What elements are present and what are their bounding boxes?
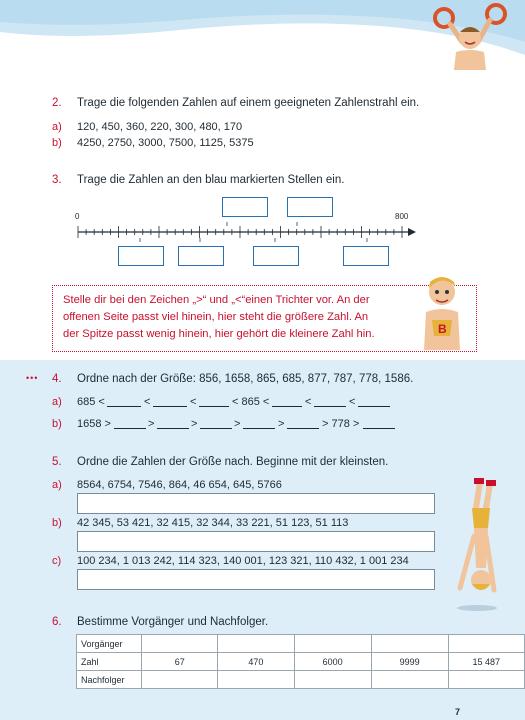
task-5c-label: c): [52, 555, 62, 567]
task-5c-answer-field[interactable]: [77, 569, 435, 590]
row-header-vorgaenger: Vorgänger: [77, 635, 142, 653]
task-3-number: 3.: [52, 174, 62, 186]
page-number: 7: [455, 707, 461, 717]
tip-line-2: offenen Seite passt viel hinein, hier steht die größere Zahl. An: [63, 311, 369, 323]
vorgaenger-cell-1[interactable]: [142, 635, 218, 653]
task-2a-numbers: 120, 450, 360, 220, 300, 480, 170: [77, 121, 243, 133]
table-row-vorgaenger: [77, 635, 525, 653]
task-4a-sign-3: <: [305, 396, 312, 408]
zahl-cell-4: 9999: [371, 653, 448, 671]
task-5-number: 5.: [52, 456, 62, 468]
task-2a-label: a): [52, 121, 62, 133]
number-line-start-label: 0: [75, 212, 80, 221]
task-4b-blank-3[interactable]: [200, 428, 232, 429]
task-4a-mid: < 865 <: [232, 396, 270, 408]
table-row-zahl: [77, 653, 525, 671]
task-4a-blank-5[interactable]: [314, 406, 346, 407]
task-4a-blank-6[interactable]: [358, 406, 390, 407]
task-2-number: 2.: [52, 97, 62, 109]
task-2-instruction: Trage die folgenden Zahlen auf einem geeigneten Zahlenstrahl ein.: [77, 97, 420, 109]
task-4a-blank-1[interactable]: [107, 406, 141, 407]
number-line-answer-box-4[interactable]: [178, 246, 224, 266]
vorgaenger-cell-5[interactable]: [448, 635, 524, 653]
task-4b-blank-5[interactable]: [287, 428, 319, 429]
task-4b-blank-6[interactable]: [363, 428, 395, 429]
task-4a-blank-2[interactable]: [153, 406, 187, 407]
task-4b-sign-1: >: [148, 418, 155, 430]
number-line-answer-box-3[interactable]: [118, 246, 164, 266]
nachfolger-cell-1[interactable]: [142, 671, 218, 689]
task-4a-sign-2: <: [190, 396, 197, 408]
number-line-answer-box-5[interactable]: [253, 246, 299, 266]
svg-text:B: B: [438, 322, 447, 336]
nachfolger-cell-5[interactable]: [448, 671, 524, 689]
zahl-cell-2: 470: [218, 653, 294, 671]
task-5a-numbers: 8564, 6754, 7546, 864, 46 654, 645, 5766: [77, 479, 282, 491]
task-4b-blank-1[interactable]: [114, 428, 146, 429]
task-6-number: 6.: [52, 616, 62, 628]
difficulty-dots: •••: [26, 373, 39, 383]
tip-box: [52, 285, 477, 352]
nachfolger-cell-4[interactable]: [371, 671, 448, 689]
task-4b-label: b): [52, 418, 62, 430]
task-2b-label: b): [52, 137, 62, 149]
row-header-nachfolger: Nachfolger: [77, 671, 142, 689]
tip-line-3: der Spitze passt wenig hinein, hier gehört die kleinere Zahl hin.: [63, 328, 375, 340]
task-3-instruction: Trage die Zahlen an den blau markierten Stellen ein.: [77, 174, 345, 186]
task-4-instruction: Ordne nach der Größe: 856, 1658, 865, 685, 877, 787, 778, 1586.: [77, 373, 414, 385]
task-5-instruction: Ordne die Zahlen der Größe nach. Beginne mit der kleinsten.: [77, 456, 389, 468]
task-4b-sign-3: >: [234, 418, 241, 430]
task-4b-blank-4[interactable]: [243, 428, 275, 429]
task-5c-numbers: 100 234, 1 013 242, 114 323, 140 001, 123 321, 110 432, 1 001 234: [77, 555, 409, 567]
task-4-number: 4.: [52, 373, 62, 385]
task-5a-answer-field[interactable]: [77, 493, 435, 514]
task-4a-blank-4[interactable]: [272, 406, 302, 407]
task-4a-label: a): [52, 396, 62, 408]
vorgaenger-cell-2[interactable]: [218, 635, 294, 653]
task-4b-start: 1658 >: [77, 418, 111, 430]
zahl-cell-1: 67: [142, 653, 218, 671]
task-4a-sign-4: <: [349, 396, 356, 408]
number-line-answer-box-1[interactable]: [222, 197, 268, 217]
tip-line-1: Stelle dir bei den Zeichen „>“ und „<“einen Trichter vor. An der: [63, 294, 370, 306]
task-4a-blank-3[interactable]: [199, 406, 229, 407]
mascot-thinking-illustration: [418, 272, 466, 350]
task-5a-label: a): [52, 479, 62, 491]
number-line-answer-box-6[interactable]: [343, 246, 389, 266]
zahl-cell-5: 15 487: [448, 653, 524, 671]
task-5b-label: b): [52, 517, 62, 529]
vorgaenger-cell-3[interactable]: [294, 635, 371, 653]
task-6-instruction: Bestimme Vorgänger und Nachfolger.: [77, 616, 269, 628]
task-4b-sign-2: >: [191, 418, 198, 430]
task-2b-numbers: 4250, 2750, 3000, 7500, 1125, 5375: [77, 137, 254, 149]
task-4a-start: 685 <: [77, 396, 105, 408]
nachfolger-cell-3[interactable]: [294, 671, 371, 689]
zahl-cell-3: 6000: [294, 653, 371, 671]
predecessor-successor-table: [76, 634, 525, 689]
task-5b-answer-field[interactable]: [77, 531, 435, 552]
mascot-handstand-illustration: [450, 478, 504, 613]
number-line-answer-box-2[interactable]: [287, 197, 333, 217]
vorgaenger-cell-4[interactable]: [371, 635, 448, 653]
number-line: [70, 222, 420, 242]
mascot-swimmer-illustration: [430, 2, 510, 70]
row-header-zahl: Zahl: [77, 653, 142, 671]
task-4b-sign-4: >: [278, 418, 285, 430]
task-4b-mid: > 778 >: [322, 418, 360, 430]
task-5b-numbers: 42 345, 53 421, 32 415, 32 344, 33 221, 51 123, 51 113: [77, 517, 349, 529]
table-row-nachfolger: [77, 671, 525, 689]
task-4b-blank-2[interactable]: [157, 428, 189, 429]
nachfolger-cell-2[interactable]: [218, 671, 294, 689]
number-line-end-label: 800: [395, 212, 409, 221]
task-4a-sign-1: <: [144, 396, 151, 408]
